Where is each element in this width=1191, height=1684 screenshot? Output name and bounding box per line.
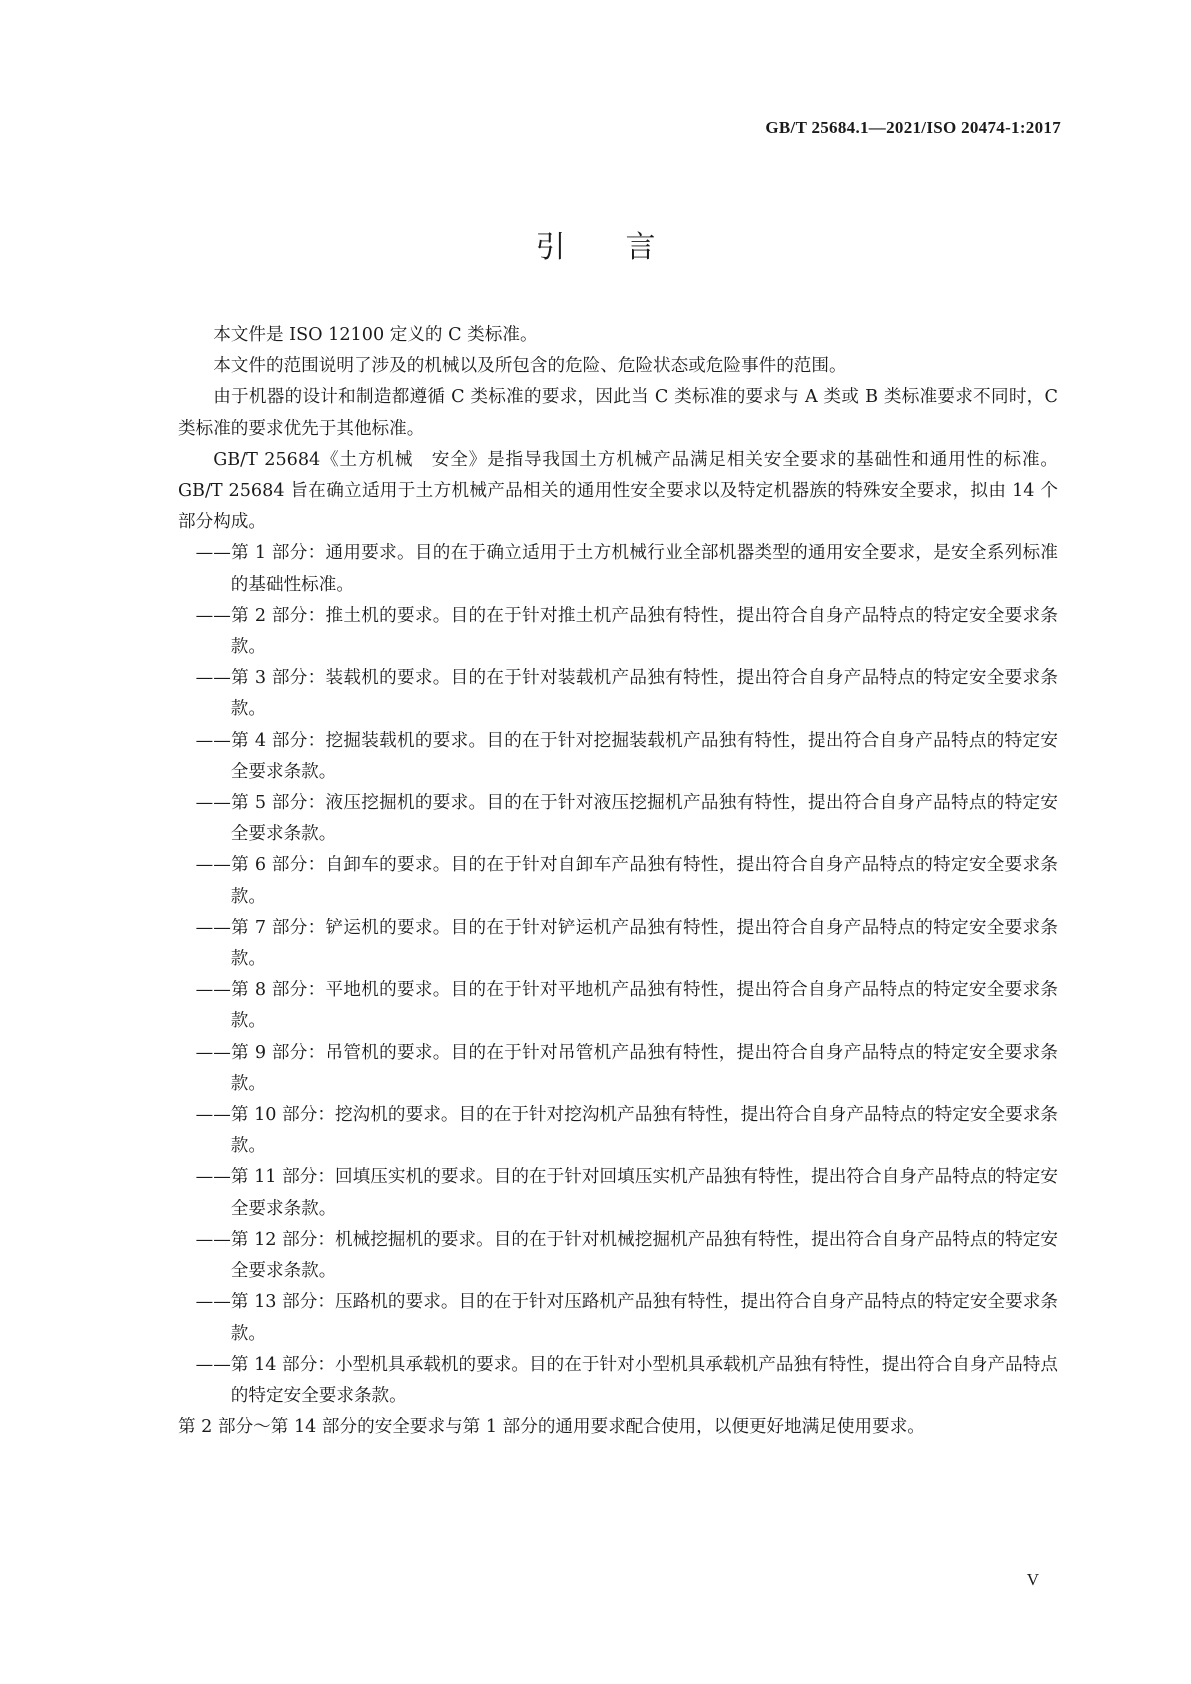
list-item-part-4: ——第 4 部分：挖掘装载机的要求。目的在于针对挖掘装载机产品独有特性，提出符合自身产品特点的特定安全要求条款。 xyxy=(195,730,1058,782)
paragraph-series-overview: GB/T 25684《土方机械 安全》是指导我国土方机械产品满足相关安全要求的基础性和通用性的标准。GB/T 25684 旨在确立适用于土方机械产品相关的通用性安全要求以及特定机器族的特殊安全要求，拟由 14 个部分构成。 xyxy=(178,449,1058,533)
list-item-part-11: ——第 11 部分：回填压实机的要求。目的在于针对回填压实机产品独有特性，提出符合自身产品特点的特定安全要求条款。 xyxy=(195,1167,1058,1219)
list-item-part-7: ——第 7 部分：铲运机的要求。目的在于针对铲运机产品独有特性，提出符合自身产品特点的特定安全要求条款。 xyxy=(195,917,1058,970)
section-title: 引言 xyxy=(535,230,716,265)
paragraph-scope: 本文件的范围说明了涉及的机械以及所包含的危险、危险状态或危险事件的范围。 xyxy=(213,356,847,377)
list-item-part-8: ——第 8 部分：平地机的要求。目的在于针对平地机产品独有特性，提出符合自身产品特点的特定安全要求条款。 xyxy=(195,980,1058,1032)
list-item-part-9: ——第 9 部分：吊管机的要求。目的在于针对吊管机产品独有特性，提出符合自身产品特点的特定安全要求条款。 xyxy=(195,1042,1058,1094)
parts-list xyxy=(178,538,1058,1412)
page-number: V xyxy=(1026,1570,1039,1589)
list-item-part-14: ——第 14 部分：小型机具承载机的要求。目的在于针对小型机具承载机产品独有特性，提出符合自身产品特点的特定安全要求条款。 xyxy=(195,1354,1058,1406)
standard-code-header: GB/T 25684.1—2021/ISO 20474-1:2017 xyxy=(765,118,1061,137)
paragraph-closing: 第 2 部分～第 14 部分的安全要求与第 1 部分的通用要求配合使用，以便更好地满足使用要求。 xyxy=(178,1417,925,1438)
list-item-part-2: ——第 2 部分：推土机的要求。目的在于针对推土机产品独有特性，提出符合自身产品特点的特定安全要求条款。 xyxy=(195,605,1058,658)
paragraph-priority: 由于机器的设计和制造都遵循 C 类标准的要求，因此当 C 类标准的要求与 A 类或 B 类标准要求不同时，C 类标准的要求优先于其他标准。 xyxy=(178,387,1058,439)
list-item-part-10: ——第 10 部分：挖沟机的要求。目的在于针对挖沟机产品独有特性，提出符合自身产品特点的特定安全要求条款。 xyxy=(195,1105,1058,1157)
list-item-part-3: ——第 3 部分：装载机的要求。目的在于针对装载机产品独有特性，提出符合自身产品特点的特定安全要求条款。 xyxy=(195,668,1058,720)
list-item-part-13: ——第 13 部分：压路机的要求。目的在于针对压路机产品独有特性，提出符合自身产品特点的特定安全要求条款。 xyxy=(195,1292,1058,1344)
list-item-part-6: ——第 6 部分：自卸车的要求。目的在于针对自卸车产品独有特性，提出符合自身产品特点的特定安全要求条款。 xyxy=(195,855,1058,907)
list-item-part-5: ——第 5 部分：液压挖掘机的要求。目的在于针对液压挖掘机产品独有特性，提出符合自身产品特点的特定安全要求条款。 xyxy=(195,793,1058,845)
paragraph-c-type: 本文件是 ISO 12100 定义的 C 类标准。 xyxy=(213,325,538,345)
list-item-part-1: ——第 1 部分：通用要求。目的在于确立适用于土方机械行业全部机器类型的通用安全要求，是安全系列标准的基础性标准。 xyxy=(195,543,1058,595)
introduction-body xyxy=(178,320,1058,1443)
list-item-part-12: ——第 12 部分：机械挖掘机的要求。目的在于针对机械挖掘机产品独有特性，提出符合自身产品特点的特定安全要求条款。 xyxy=(195,1229,1058,1282)
